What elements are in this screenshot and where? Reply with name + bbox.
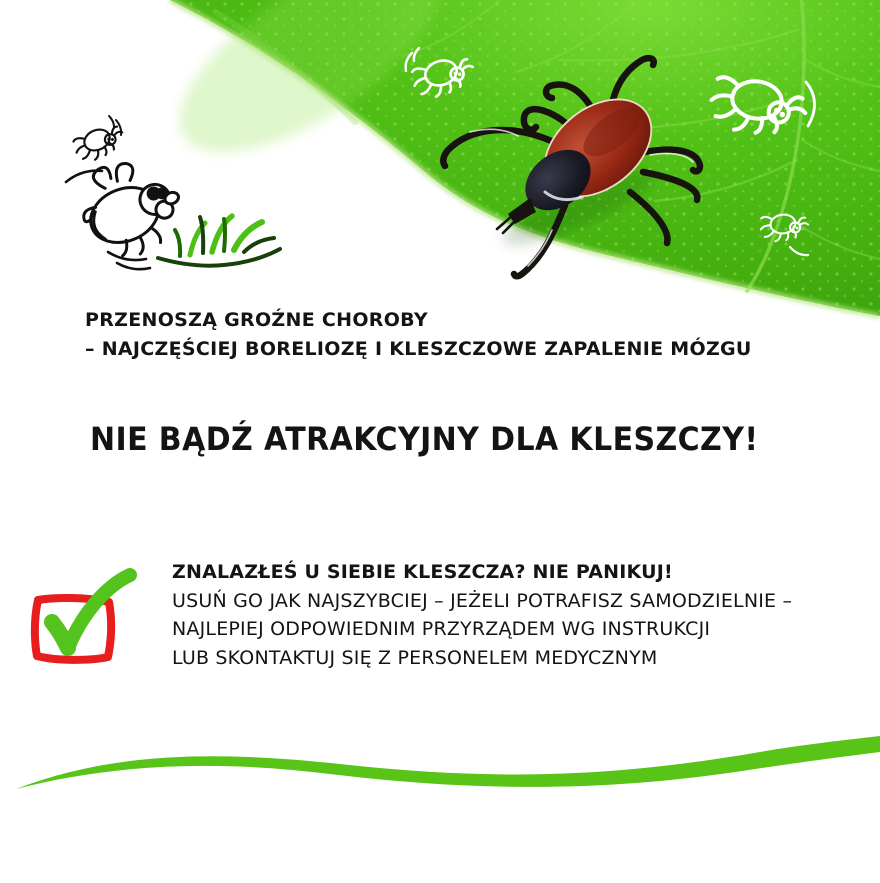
advice-line-1: USUŃ GO JAK NAJSZYBCIEJ – JEŻELI POTRAFISZ SAMODZIELNIE –	[172, 589, 793, 612]
grass-tuft	[158, 216, 280, 266]
doodle-fly-black	[66, 145, 193, 269]
advice-title: ZNALAZŁEŚ U SIEBIE KLESZCZA? NIE PANIKUJ!	[172, 561, 673, 583]
doodle-tick-black	[71, 116, 128, 165]
swoosh-line	[16, 736, 880, 789]
advice-line-3: LUB SKONTAKTUJ SIĘ Z PERSONELEM MEDYCZNYM	[172, 646, 658, 669]
checkbox-check-long-arm	[68, 575, 130, 648]
advice-line-2: NAJLEPIEJ ODPOWIEDNIM PRZYRZĄDEM WG INSTRUKCJI	[172, 618, 711, 641]
intro-line-1: PRZENOSZĄ GROŹNE CHOROBY	[85, 309, 428, 331]
intro-line-2: – NAJCZĘŚCIEJ BORELIOZĘ I KLESZCZOWE ZAPALENIE MÓZGU	[85, 338, 752, 360]
fly-eye-right	[156, 187, 168, 199]
checked-checkbox-icon	[24, 560, 144, 670]
advice-block	[172, 558, 792, 672]
fly-leg-3	[151, 226, 161, 243]
intro-text	[85, 306, 752, 364]
leaf-photo	[150, 0, 880, 316]
headline: NIE BĄDŹ ATRAKCYJNY DLA KLESZCZY!	[90, 421, 759, 459]
fly-wing-left	[91, 166, 114, 191]
fly-wing-right	[112, 161, 136, 185]
